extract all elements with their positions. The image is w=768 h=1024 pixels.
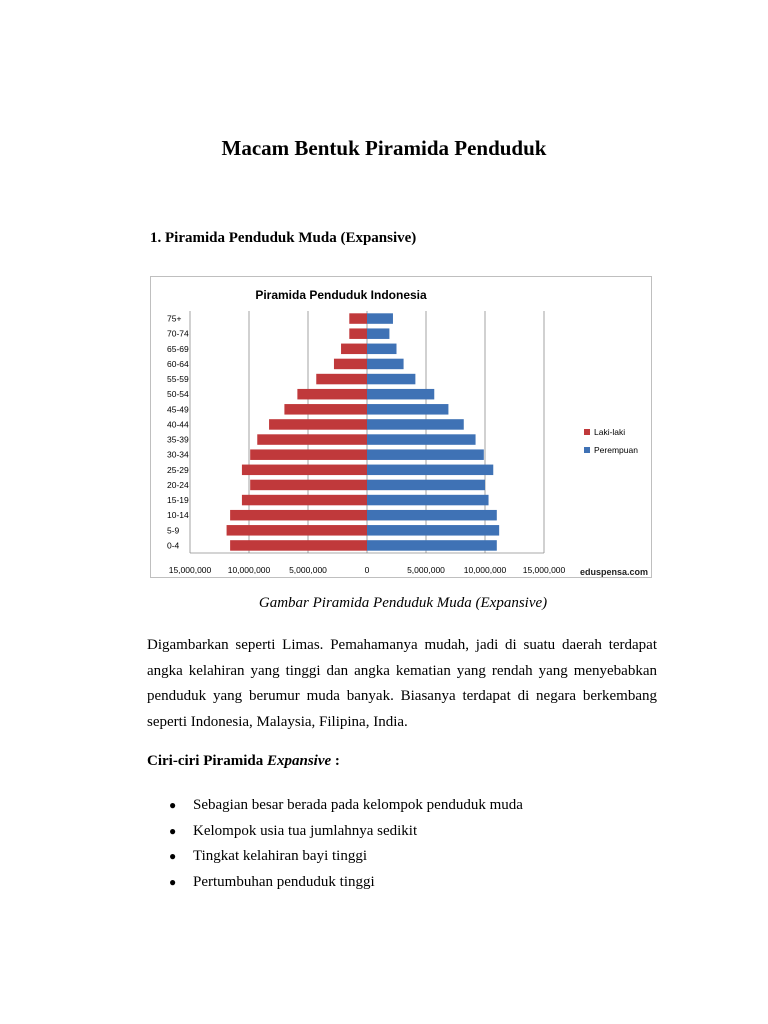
bar-male (349, 313, 367, 324)
bar-female (367, 525, 499, 536)
list-item (165, 844, 523, 870)
bar-male (316, 374, 367, 385)
x-tick-label: 10,000,000 (227, 565, 271, 575)
chart-bars (227, 313, 500, 550)
y-tick-label: 30-34 (167, 449, 189, 460)
x-tick-label: 15,000,000 (168, 565, 212, 575)
bar-male (230, 540, 367, 551)
list-item-text: Pertumbuhan penduduk tinggi (193, 873, 375, 890)
y-tick-label: 40-44 (167, 419, 189, 430)
figure-caption: Gambar Piramida Penduduk Muda (Expansive) (258, 595, 548, 611)
legend-swatch (584, 429, 590, 435)
bar-male (250, 480, 367, 491)
list-item-text: Tingkat kelahiran bayi tinggi (193, 848, 368, 864)
bar-female (367, 328, 389, 339)
bar-female (367, 419, 464, 430)
bullet-icon: ● (169, 874, 177, 889)
bar-female (367, 449, 484, 460)
x-tick-label: 5,000,000 (289, 565, 327, 575)
x-tick-label: 5,000,000 (407, 565, 445, 575)
bar-male (334, 359, 367, 370)
bullet-icon: ● (169, 798, 177, 812)
x-tick-label: 0 (364, 565, 370, 575)
y-tick-label: 10-14 (167, 510, 189, 521)
y-tick-label: 45-49 (167, 404, 189, 415)
bar-male (284, 404, 367, 415)
bar-female (367, 359, 404, 370)
bar-female (367, 389, 434, 400)
bullet-icon: ● (169, 849, 177, 863)
y-tick-label: 35-39 (167, 434, 189, 445)
bar-male (242, 495, 367, 506)
y-tick-label: 55-59 (167, 374, 189, 385)
list-item-text: Kelompok usia tua jumlahnya sedikit (193, 822, 418, 839)
description-paragraph: Digambarkan seperti Limas. Pemahamanya mudah, jadi di suatu daerah terdapat angka kelahiran yang tinggi dan angka kematian yang rendah yang menyebabkan penduduk yang berumur muda banyak. Biasanya terdapat di negara berkembang seperti Indonesia, Malaysia, Filipina, India. (147, 637, 657, 730)
bar-male (230, 510, 367, 521)
legend-swatch (584, 447, 590, 453)
characteristics-list (165, 793, 523, 895)
bar-female (367, 374, 415, 385)
characteristics-heading-suffix: : (331, 753, 340, 769)
y-tick-label: 5-9 (167, 525, 180, 536)
legend-label: Perempuan (594, 445, 638, 455)
population-pyramid-chart (150, 276, 652, 578)
bar-female (367, 344, 397, 355)
bar-male (250, 449, 367, 460)
bar-female (367, 495, 489, 506)
x-tick-label: 10,000,000 (463, 565, 507, 575)
y-tick-label: 65-69 (167, 343, 189, 354)
bar-female (367, 540, 497, 551)
bullet-icon: ● (169, 823, 177, 838)
y-tick-label: 70-74 (167, 328, 189, 339)
y-tick-label: 25-29 (167, 464, 189, 475)
chart-watermark: eduspensa.com (579, 567, 648, 577)
characteristics-heading (147, 753, 340, 770)
y-tick-label: 75+ (167, 313, 182, 324)
y-tick-label: 15-19 (167, 495, 189, 506)
bar-male (349, 328, 367, 339)
bar-male (269, 419, 367, 430)
bar-female (367, 434, 476, 445)
x-tick-label: 15,000,000 (522, 565, 566, 575)
y-tick-label: 50-54 (167, 389, 189, 400)
list-item-text: Sebagian besar berada pada kelompok penduduk muda (193, 797, 523, 813)
bar-female (367, 480, 485, 491)
bar-female (367, 313, 393, 324)
bar-male (227, 525, 367, 536)
list-item (165, 793, 523, 819)
y-tick-label: 20-24 (167, 479, 189, 490)
bar-female (367, 404, 448, 415)
y-tick-label: 0-4 (167, 540, 180, 551)
characteristics-heading-italic: Expansive (266, 753, 332, 769)
chart-legend (584, 427, 638, 455)
bar-male (341, 344, 367, 355)
bar-male (242, 465, 367, 476)
legend-label: Laki-laki (594, 427, 626, 437)
chart-svg (151, 277, 651, 577)
bar-female (367, 465, 493, 476)
bar-female (367, 510, 497, 521)
page-title: Macam Bentuk Piramida Penduduk (221, 136, 547, 160)
bar-male (257, 434, 367, 445)
list-item (165, 819, 523, 845)
list-item (165, 870, 523, 896)
bar-male (297, 389, 367, 400)
section-heading: 1. Piramida Penduduk Muda (Expansive) (150, 230, 417, 246)
chart-title: Piramida Penduduk Indonesia (255, 288, 427, 302)
characteristics-heading-prefix: Ciri-ciri Piramida (147, 753, 267, 769)
y-tick-label: 60-64 (167, 358, 189, 369)
